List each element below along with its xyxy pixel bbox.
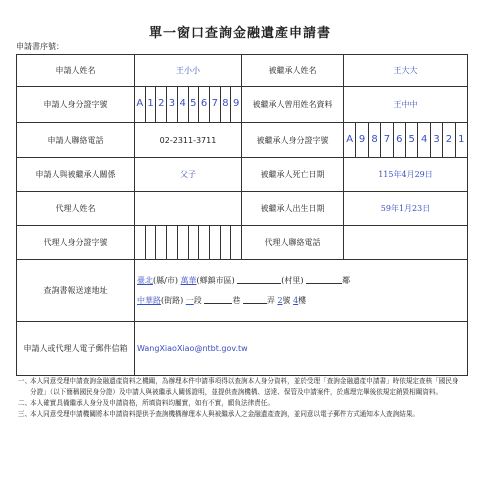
address-district: 萬華 xyxy=(180,275,197,285)
address-section: 一 xyxy=(185,295,194,305)
applicant-id-digit-box[interactable]: 1 xyxy=(146,87,157,122)
agent-id-digit-box[interactable] xyxy=(167,226,178,259)
applicant-id-digit-box[interactable]: 3 xyxy=(167,87,178,122)
note-number: 一、 xyxy=(18,377,32,385)
applicant-id-digit-box[interactable]: 9 xyxy=(232,98,240,109)
address-number-suffix: 號 xyxy=(282,295,291,305)
decedent-id-digit-box[interactable]: 2 xyxy=(443,123,455,157)
address-label: 查詢書報送達地址 xyxy=(17,260,135,322)
address-street: 中華路 xyxy=(137,295,161,305)
agent-phone-label: 代理人聯絡電話 xyxy=(242,226,344,260)
note-text: 本人同意受理申請查詢金融遺產資料之機關，為辦理本件申請事項得以查詢本人身分資料，並於受理「查詢金融遺產申請書」時依規定查核「國民身分證」（以下簡稱國民身分證）及申請人與被繼承人關係證明，並提供查詢機構、送達、保管及申請案件，於處理完畢後依規定銷毀相關資料。 xyxy=(30,377,459,396)
applicant-name-label: 申請人姓名 xyxy=(17,55,135,87)
address-floor: 4 xyxy=(293,295,299,305)
note-text: 本人同意受理申請機關將本申請資料提供予查詢機構辦理本人與被繼承人之金融遺產查詢，並同意以電子郵件方式通知本人查詢結果。 xyxy=(30,410,420,418)
address-county: 臺北 xyxy=(137,275,153,285)
applicant-phone-field[interactable]: 02-2311-3711 xyxy=(135,123,242,158)
applicant-name-field[interactable]: 王小小 xyxy=(135,55,242,87)
note-number: 二、 xyxy=(18,399,32,407)
application-form-table xyxy=(16,54,468,376)
agent-name-field[interactable] xyxy=(135,192,242,226)
decedent-id-field[interactable] xyxy=(344,123,468,158)
applicant-id-digit-box[interactable]: 8 xyxy=(221,87,232,122)
note-item xyxy=(18,409,464,420)
note-item xyxy=(18,376,464,398)
email-field[interactable]: WangXiaoXiao@ntbt.gov.tw xyxy=(135,322,468,376)
agent-id-digit-box[interactable] xyxy=(156,226,167,259)
agent-id-digit-box[interactable] xyxy=(135,226,146,259)
address-neighbor-suffix: 鄰 xyxy=(342,275,351,285)
decedent-alias-label: 被繼承人曾用姓名資料 xyxy=(242,87,344,123)
relation-field[interactable]: 父子 xyxy=(135,158,242,192)
decedent-name-label: 被繼承人姓名 xyxy=(242,55,344,87)
address-street-suffix: (街路) xyxy=(161,295,184,305)
decedent-birth-field[interactable]: 59年1月23日 xyxy=(344,192,468,226)
address-county-suffix: (縣/市) xyxy=(153,275,178,285)
applicant-id-digit-box[interactable]: A xyxy=(135,87,146,122)
decedent-id-digit-box[interactable]: 1 xyxy=(458,134,465,145)
agent-name-label: 代理人姓名 xyxy=(17,192,135,226)
decedent-id-label: 被繼承人身分證字號 xyxy=(242,123,344,158)
address-section-suffix: 段 xyxy=(193,295,202,305)
agent-id-digit-box[interactable] xyxy=(199,226,210,259)
address-lane-blank xyxy=(204,294,232,304)
decedent-id-digit-box[interactable]: 4 xyxy=(418,123,430,157)
agent-id-digit-box[interactable] xyxy=(221,226,232,259)
application-number-label: 申請書序號： xyxy=(16,42,64,51)
address-alley-suffix: 弄 xyxy=(266,295,275,305)
decedent-id-digit-box[interactable]: 5 xyxy=(406,123,418,157)
note-number: 三、 xyxy=(18,410,32,418)
applicant-phone-label: 申請人聯絡電話 xyxy=(17,123,135,158)
agent-id-digit-box[interactable] xyxy=(210,226,221,259)
address-line-2 xyxy=(137,291,465,311)
agent-id-digit-box[interactable] xyxy=(178,226,189,259)
address-number: 2 xyxy=(277,295,283,305)
applicant-id-digit-box[interactable]: 2 xyxy=(156,87,167,122)
applicant-id-label: 申請人身分證字號 xyxy=(17,87,135,123)
form-title: 單一窗口查詢金融遺產申請書 xyxy=(148,26,331,41)
agent-id-field[interactable] xyxy=(135,226,242,260)
applicant-id-digit-box[interactable]: 5 xyxy=(189,87,200,122)
note-item xyxy=(18,398,464,409)
agent-id-digit-box[interactable] xyxy=(231,226,241,259)
decedent-id-digit-box[interactable]: 9 xyxy=(356,123,368,157)
decedent-id-digit-box[interactable]: 8 xyxy=(369,123,381,157)
applicant-id-field[interactable] xyxy=(135,87,242,123)
relation-label: 申請人與被繼承人關係 xyxy=(17,158,135,192)
address-lane-suffix: 巷 xyxy=(232,295,241,305)
decedent-id-digit-box[interactable]: A xyxy=(344,123,356,157)
decedent-death-field[interactable]: 115年4月29日 xyxy=(344,158,468,192)
address-line-1 xyxy=(137,271,465,291)
agent-id-digit-box[interactable] xyxy=(146,226,157,259)
decedent-id-digit-box[interactable]: 3 xyxy=(431,123,443,157)
note-text: 本人確實具備繼承人身分及申請資格，所填資料均屬實，如有不實，願負法律責任。 xyxy=(30,399,274,407)
notes-section xyxy=(18,376,464,420)
agent-phone-field[interactable] xyxy=(344,226,468,260)
applicant-id-digit-box[interactable]: 4 xyxy=(178,87,189,122)
address-field[interactable] xyxy=(135,260,468,322)
agent-id-label: 代理人身分證字號 xyxy=(17,226,135,260)
applicant-id-digit-box[interactable]: 7 xyxy=(210,87,221,122)
decedent-name-field[interactable]: 王大大 xyxy=(344,55,468,87)
decedent-alias-field[interactable]: 王中中 xyxy=(344,87,468,123)
address-village-suffix: (村里) xyxy=(281,275,304,285)
agent-id-digit-box[interactable] xyxy=(189,226,200,259)
address-floor-suffix: 樓 xyxy=(298,295,307,305)
email-label: 申請人或代理人電子郵件信箱 xyxy=(17,322,135,376)
decedent-id-digit-box[interactable]: 7 xyxy=(381,123,393,157)
address-neighbor-blank xyxy=(306,274,342,284)
decedent-death-label: 被繼承人死亡日期 xyxy=(242,158,344,192)
applicant-id-digit-box[interactable]: 6 xyxy=(199,87,210,122)
decedent-id-digit-box[interactable]: 6 xyxy=(394,123,406,157)
address-village-blank xyxy=(237,274,281,284)
decedent-birth-label: 被繼承人出生日期 xyxy=(242,192,344,226)
address-alley-blank xyxy=(243,294,267,304)
address-district-suffix: (鄉鎮市區) xyxy=(196,275,235,285)
